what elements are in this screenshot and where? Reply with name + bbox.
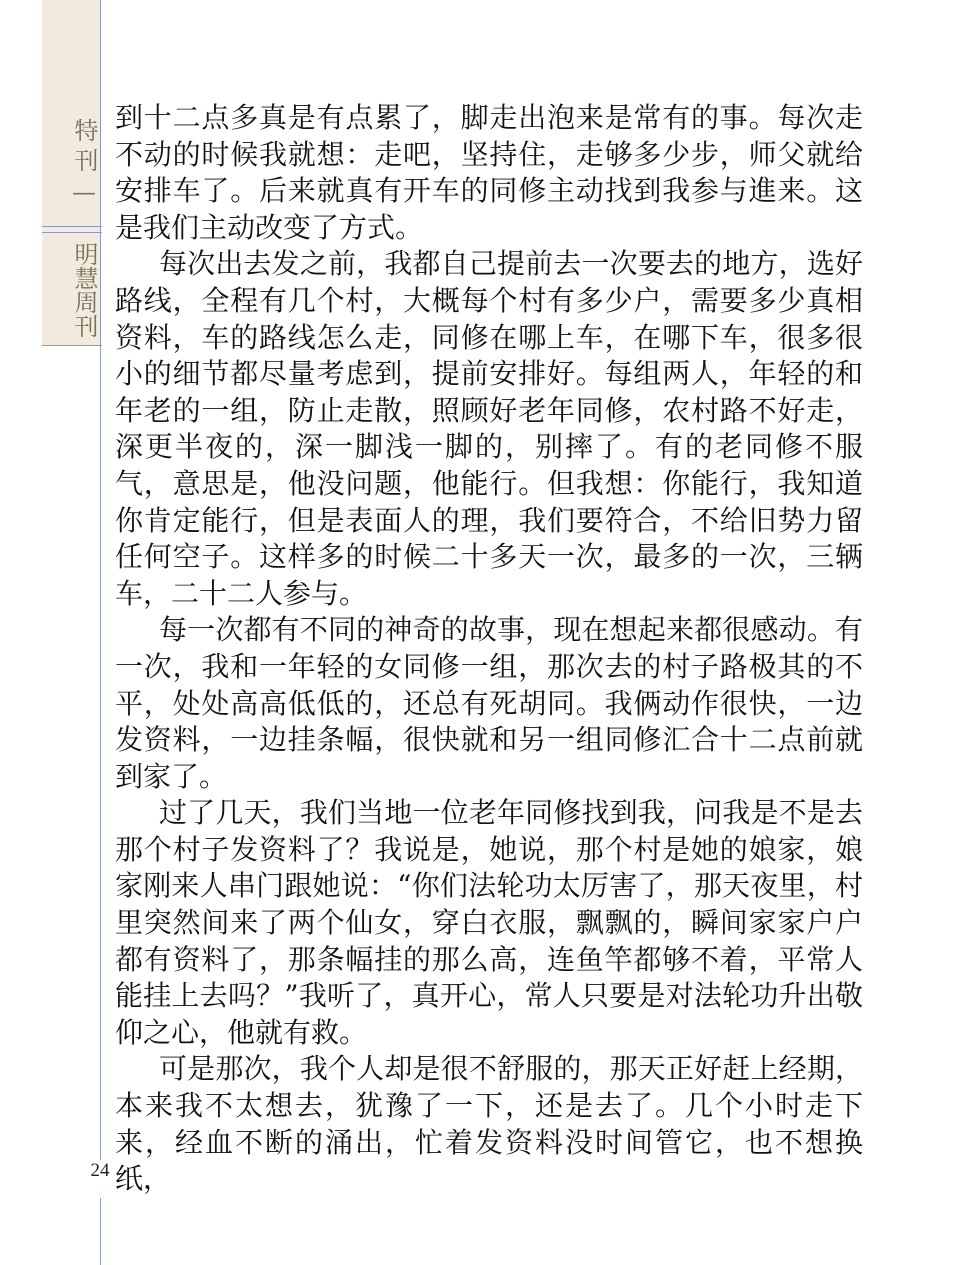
publication-name: 明慧周刊 (70, 242, 98, 338)
paragraph: 到十二点多真是有点累了，脚走出泡来是常有的事。每次走不动的时候我就想：走吧，坚持住，走够多少步，师父就给安排车了。后来就真有开车的同修主动找到我参与進来。这是我们主动改变了方式。 (115, 101, 863, 244)
paragraph: 每一次都有不同的神奇的故事，现在想起来都很感动。有一次，我和一年轻的女同修一组，那次去的村子路极其的不平，处处高高低低的，还总有死胡同。我俩动作很快，一边发资料，一边挂条幅，很快就和另一组同修汇合十二点前就到家了。 (115, 613, 863, 793)
margin-rule (100, 1198, 101, 1265)
article-body (115, 100, 863, 1198)
margin-rule (100, 0, 101, 1160)
paragraph: 过了几天，我们当地一位老年同修找到我，问我是不是去那个村子发资料了？我说是，她说，那个村是她的娘家，娘家刚来人串门跟她说：“你们法轮功太厉害了，那天夜里，村里突然间来了两个仙女，穿白衣服，飘飘的，瞬间家家户户都有资料了，那条幅挂的那么高，连鱼竿都够不着，平常人能挂上去吗？”我听了，真开心，常人只要是对法轮功升出敬仰之心，他就有救。 (115, 796, 863, 1049)
page-number: 24 (82, 1160, 118, 1182)
tab-bottom-rule (42, 345, 102, 346)
tab-divider (42, 226, 102, 227)
section-label: 特刊— (70, 118, 98, 212)
paragraph: 可是那次，我个人却是很不舒服的，那天正好赶上经期，本来我不太想去，犹豫了一下，还是去了。几个小时走下来，经血不断的涌出，忙着发资料没时间管它，也不想换纸， (115, 1052, 863, 1196)
tab-divider (42, 232, 102, 233)
paragraph: 每次出去发之前，我都自己提前去一次要去的地方，选好路线，全程有几个村，大概每个村有多少户，需要多少真相资料，车的路线怎么走，同修在哪上车，在哪下车，很多很小的细节都尽量考虑到，提前安排好。每组两人，年轻的和年老的一组，防止走散，照顾好老年同修，农村路不好走，深更半夜的，深一脚浅一脚的，别摔了。有的老同修不服气，意思是，他没问题，他能行。但我想：你能行，我知道你肯定能行，但是表面人的理，我们要符合，不给旧势力留任何空子。这样多的时候二十多天一次，最多的一次，三辆车，二十二人参与。 (115, 247, 863, 610)
